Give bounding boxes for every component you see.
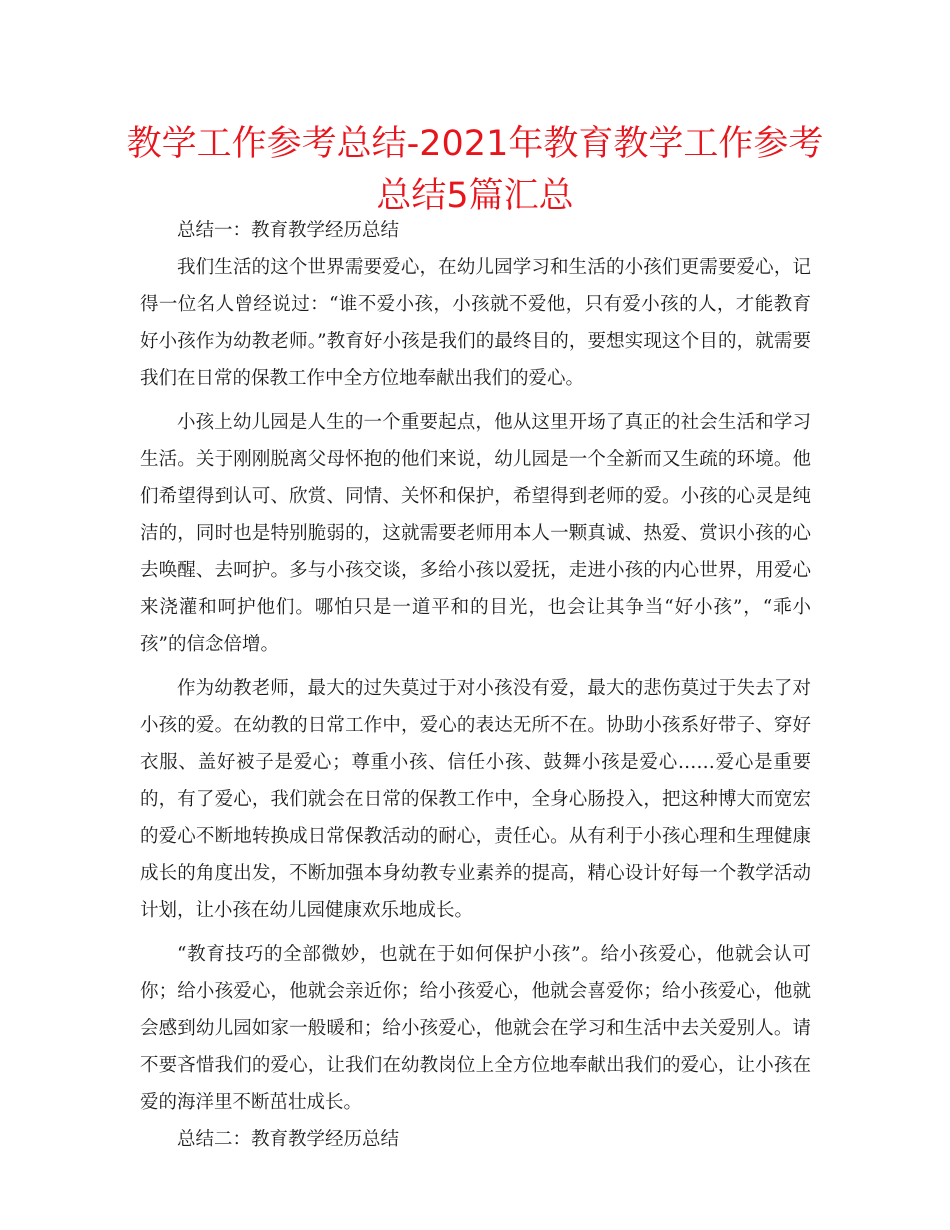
section-heading-1: 总结一：教育教学经历总结 — [177, 220, 400, 241]
document-title: 教学工作参考总结-2021年教育教学工作参考总结5篇汇总 — [126, 124, 824, 216]
paragraph-1: 我们生活的这个世界需要爱心，在幼儿园学习和生活的小孩们更需要爱心，记得一位名人曾经说过：“谁不爱小孩，小孩就不爱他，只有爱小孩的人，才能教育好小孩作为幼教老师。”教育好小孩是我们的最终目的，要想实现这个目的，就需要我们在日常的保教工作中全方位地奉献出我们的爱心。 — [140, 257, 811, 389]
paragraph-4: “教育技巧的全部微妙，也就在于如何保护小孩”。给小孩爱心，他就会认可你；给小孩爱心，他就会亲近你；给小孩爱心，他就会喜爱你；给小孩爱心，他就会感到幼儿园如家一般暖和；给小孩爱心，他就会在学习和生活中去关爱别人。请不要吝惜我们的爱心，让我们在幼教岗位上全方位地奉献出我们的爱心，让小孩在爱的海洋里不断茁壮成长。 — [140, 944, 811, 1113]
paragraph-3: 作为幼教老师，最大的过失莫过于对小孩没有爱，最大的悲伤莫过于失去了对小孩的爱。在幼教的日常工作中，爱心的表达无所不在。协助小孩系好带子、穿好衣服、盖好被子是爱心；尊重小孩、信任小孩、鼓舞小孩是爱心……爱心是重要的，有了爱心，我们就会在日常的保教工作中，全身心肠投入，把这种博大而宽宏的爱心不断地转换成日常保教活动的耐心，责任心。从有利于小孩心理和生理健康成长的角度出发，不断加强本身幼教专业素养的提高，精心设计好每一个教学活动计划，让小孩在幼儿园健康欢乐地成长。 — [140, 678, 811, 921]
paragraph-2: 小孩上幼儿园是人生的一个重要起点，他从这里开场了真正的社会生活和学习生活。关于刚刚脱离父母怀抱的他们来说，幼儿园是一个全新而又生疏的环境。他们希望得到认可、欣赏、同情、关怀和保护，希望得到老师的爱。小孩的心灵是纯洁的，同时也是特别脆弱的，这就需要老师用本人一颗真诚、热爱、赏识小孩的心去唤醒、去呵护。多与小孩交谈，多给小孩以爱抚，走进小孩的内心世界，用爱心来浇灌和呵护他们。哪怕只是一道平和的目光，也会让其争当“好小孩”，“乖小孩”的信念倍增。 — [140, 412, 811, 655]
section-heading-2: 总结二：教育教学经历总结 — [177, 1129, 400, 1150]
document-body — [140, 212, 811, 1158]
